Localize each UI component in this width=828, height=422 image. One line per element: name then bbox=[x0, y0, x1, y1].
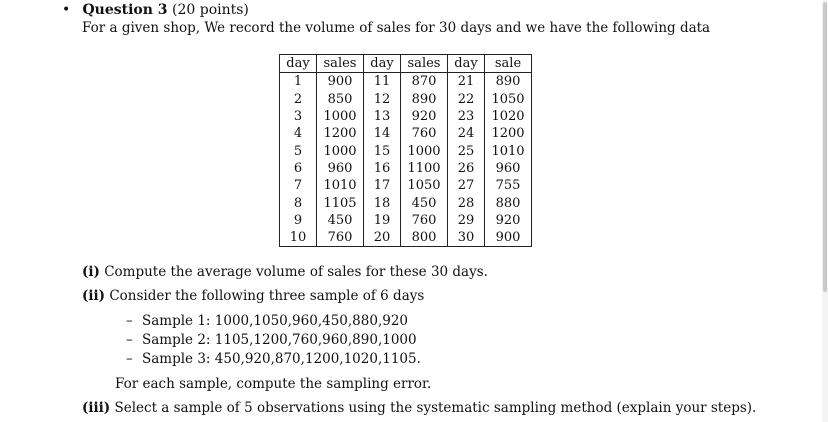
dash-icon: – bbox=[126, 332, 133, 348]
part-ii-followup: For each sample, compute the sampling error. bbox=[115, 376, 432, 392]
day-cell: 10 bbox=[280, 229, 317, 247]
sales-cell: 1000 bbox=[317, 142, 364, 159]
table-row bbox=[280, 160, 532, 177]
day-cell: 6 bbox=[280, 160, 317, 177]
sample-1-text: Sample 1: 1000,1050,960,450,880,920 bbox=[142, 313, 409, 329]
sales-cell: 1105 bbox=[317, 194, 364, 211]
day-cell: 15 bbox=[364, 142, 401, 159]
sales-cell: 960 bbox=[317, 160, 364, 177]
sales-cell: 1050 bbox=[401, 177, 448, 194]
day-cell: 24 bbox=[448, 125, 485, 142]
table-row bbox=[280, 177, 532, 194]
sales-cell: 1200 bbox=[317, 125, 364, 142]
sales-cell: 1000 bbox=[317, 108, 364, 125]
day-cell: 16 bbox=[364, 160, 401, 177]
sales-cell: 960 bbox=[485, 160, 532, 177]
table-row bbox=[280, 194, 532, 211]
sales-cell: 890 bbox=[485, 73, 532, 91]
day-cell: 21 bbox=[448, 73, 485, 91]
sales-cell: 1200 bbox=[485, 125, 532, 142]
header-day-3: day bbox=[448, 55, 485, 73]
part-i-text: Compute the average volume of sales for these 30 days. bbox=[104, 264, 488, 280]
sales-cell: 1010 bbox=[317, 177, 364, 194]
header-sale-3: sale bbox=[485, 55, 532, 73]
sales-cell: 880 bbox=[485, 194, 532, 211]
day-cell: 3 bbox=[280, 108, 317, 125]
scrollbar-thumb[interactable] bbox=[823, 2, 827, 292]
table-header-row bbox=[280, 55, 532, 73]
sales-cell: 760 bbox=[317, 229, 364, 247]
sales-table bbox=[279, 54, 532, 247]
part-i bbox=[82, 264, 488, 280]
sales-cell: 1050 bbox=[485, 91, 532, 108]
sales-cell: 900 bbox=[485, 229, 532, 247]
day-cell: 25 bbox=[448, 142, 485, 159]
day-cell: 17 bbox=[364, 177, 401, 194]
table-row bbox=[280, 212, 532, 229]
sales-cell: 1020 bbox=[485, 108, 532, 125]
part-iii-label: (iii) bbox=[82, 400, 111, 416]
sales-cell: 1010 bbox=[485, 142, 532, 159]
sample-item bbox=[126, 351, 421, 367]
day-cell: 20 bbox=[364, 229, 401, 247]
question-heading bbox=[62, 2, 249, 18]
part-ii-text: Consider the following three sample of 6 days bbox=[109, 288, 425, 304]
sales-cell: 800 bbox=[401, 229, 448, 247]
day-cell: 29 bbox=[448, 212, 485, 229]
question-points: (20 points) bbox=[172, 2, 249, 18]
day-cell: 2 bbox=[280, 91, 317, 108]
table-row bbox=[280, 108, 532, 125]
sales-cell: 890 bbox=[401, 91, 448, 108]
day-cell: 11 bbox=[364, 73, 401, 91]
day-cell: 1 bbox=[280, 73, 317, 91]
sample-item bbox=[126, 332, 417, 348]
part-iii-text: Select a sample of 5 observations using the systematic sampling method (explain your steps). bbox=[114, 400, 757, 416]
sales-cell: 900 bbox=[317, 73, 364, 91]
dash-icon: – bbox=[126, 351, 133, 367]
day-cell: 5 bbox=[280, 142, 317, 159]
part-ii-label: (ii) bbox=[82, 288, 106, 304]
sample-item bbox=[126, 313, 408, 329]
question-intro: For a given shop, We record the volume of sales for 30 days and we have the following data bbox=[82, 20, 711, 36]
dash-icon: – bbox=[126, 313, 133, 329]
day-cell: 9 bbox=[280, 212, 317, 229]
sales-cell: 920 bbox=[485, 212, 532, 229]
header-sales-1: sales bbox=[317, 55, 364, 73]
table-row bbox=[280, 142, 532, 159]
sales-cell: 850 bbox=[317, 91, 364, 108]
day-cell: 13 bbox=[364, 108, 401, 125]
part-iii bbox=[82, 400, 756, 416]
sales-cell: 450 bbox=[401, 194, 448, 211]
sample-3-text: Sample 3: 450,920,870,1200,1020,1105. bbox=[142, 351, 421, 367]
sales-cell: 760 bbox=[401, 125, 448, 142]
sales-cell: 1100 bbox=[401, 160, 448, 177]
day-cell: 18 bbox=[364, 194, 401, 211]
table-row bbox=[280, 125, 532, 142]
sales-cell: 920 bbox=[401, 108, 448, 125]
day-cell: 12 bbox=[364, 91, 401, 108]
day-cell: 28 bbox=[448, 194, 485, 211]
sales-cell: 760 bbox=[401, 212, 448, 229]
header-sales-2: sales bbox=[401, 55, 448, 73]
table-row bbox=[280, 73, 532, 91]
sales-cell: 450 bbox=[317, 212, 364, 229]
header-day-1: day bbox=[280, 55, 317, 73]
header-day-2: day bbox=[364, 55, 401, 73]
sample-2-text: Sample 2: 1105,1200,760,960,890,1000 bbox=[142, 332, 417, 348]
sales-cell: 755 bbox=[485, 177, 532, 194]
table-row bbox=[280, 91, 532, 108]
day-cell: 4 bbox=[280, 125, 317, 142]
table-row bbox=[280, 229, 532, 247]
day-cell: 7 bbox=[280, 177, 317, 194]
day-cell: 14 bbox=[364, 125, 401, 142]
part-ii bbox=[82, 288, 424, 304]
sales-cell: 1000 bbox=[401, 142, 448, 159]
day-cell: 26 bbox=[448, 160, 485, 177]
day-cell: 19 bbox=[364, 212, 401, 229]
vertical-scrollbar[interactable] bbox=[822, 0, 828, 422]
part-i-label: (i) bbox=[82, 264, 100, 280]
day-cell: 30 bbox=[448, 229, 485, 247]
day-cell: 27 bbox=[448, 177, 485, 194]
day-cell: 8 bbox=[280, 194, 317, 211]
day-cell: 22 bbox=[448, 91, 485, 108]
bullet-icon: • bbox=[62, 2, 71, 18]
sales-cell: 870 bbox=[401, 73, 448, 91]
day-cell: 23 bbox=[448, 108, 485, 125]
question-title: Question 3 bbox=[82, 2, 168, 18]
